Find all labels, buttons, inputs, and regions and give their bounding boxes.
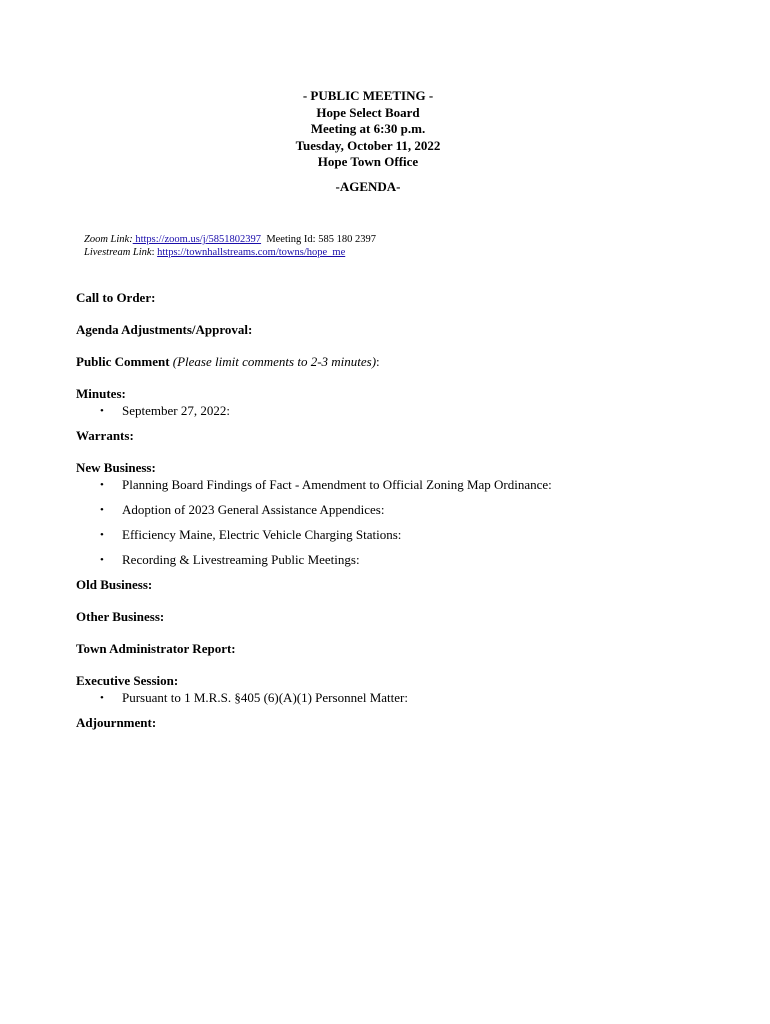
item-heading: Adjournment:	[76, 715, 157, 730]
minutes-list	[76, 403, 736, 419]
list-item	[76, 527, 736, 543]
bullet-icon: •	[100, 504, 104, 516]
meeting-time: Meeting at 6:30 p.m.	[310, 121, 426, 137]
list-item	[76, 552, 736, 568]
item-heading: Minutes:	[76, 386, 126, 401]
livestream-label: Livestream Link	[84, 247, 152, 258]
agenda-item-adjustments	[76, 322, 736, 338]
livestream-link[interactable]: https://townhallstreams.com/towns/hope_me	[157, 247, 346, 258]
new-business-list	[76, 477, 736, 568]
agenda-title: -AGENDA-	[335, 178, 401, 194]
list-item-text: Adoption of 2023 General Assistance Appendices:	[122, 502, 385, 517]
item-heading	[76, 354, 736, 370]
public-comment-colon: :	[376, 354, 380, 369]
bullet-icon: •	[100, 554, 104, 566]
agenda-item-old-business	[76, 577, 736, 593]
item-heading: Warrants:	[76, 428, 134, 443]
agenda-item-warrants	[76, 428, 736, 444]
bullet-icon: •	[100, 405, 104, 417]
agenda-item-adjournment	[76, 715, 736, 731]
bullet-icon: •	[100, 692, 104, 704]
item-heading: Call to Order:	[76, 290, 156, 305]
bullet-icon: •	[100, 529, 104, 541]
list-item	[76, 403, 736, 419]
livestream-colon: :	[151, 247, 155, 258]
agenda-item-town-admin-report	[76, 641, 736, 657]
list-item	[76, 477, 736, 493]
livestream-line	[84, 246, 376, 259]
agenda-item-other-business	[76, 609, 736, 625]
board-name: Hope Select Board	[316, 104, 420, 120]
agenda-item-minutes	[76, 386, 736, 419]
meeting-type: - PUBLIC MEETING -	[302, 88, 434, 103]
item-heading: Executive Session:	[76, 673, 179, 688]
agenda-item-call-to-order	[76, 290, 736, 306]
list-item-text: Efficiency Maine, Electric Vehicle Charging Stations:	[122, 527, 402, 542]
meeting-links	[84, 233, 376, 259]
item-heading: New Business:	[76, 460, 156, 475]
item-heading: Old Business:	[76, 577, 153, 592]
agenda-item-executive-session	[76, 673, 736, 706]
meeting-location: Hope Town Office	[317, 154, 419, 170]
list-item-text: September 27, 2022:	[122, 403, 230, 418]
meeting-id: Meeting Id: 585 180 2397	[266, 234, 376, 245]
item-heading: Other Business:	[76, 609, 165, 624]
zoom-label: Zoom Link:	[84, 234, 133, 245]
meeting-date: Tuesday, October 11, 2022	[295, 137, 441, 153]
agenda-item-public-comment	[76, 354, 736, 370]
public-comment-note: (Please limit comments to 2-3 minutes)	[172, 354, 377, 369]
list-item-text: Pursuant to 1 M.R.S. §405 (6)(A)(1) Personnel Matter:	[122, 690, 408, 705]
list-item-text: Recording & Livestreaming Public Meetings:	[122, 552, 360, 567]
list-item	[76, 690, 736, 706]
executive-session-list	[76, 690, 736, 706]
zoom-line	[84, 233, 376, 246]
agenda-item-new-business	[76, 460, 736, 568]
zoom-link[interactable]: https://zoom.us/j/5851802397	[132, 234, 262, 245]
agenda-items	[76, 290, 736, 731]
list-item-text: Planning Board Findings of Fact - Amendment to Official Zoning Map Ordinance:	[122, 477, 552, 492]
item-heading: Agenda Adjustments/Approval:	[76, 322, 253, 337]
list-item	[76, 502, 736, 518]
bullet-icon: •	[100, 479, 104, 491]
public-comment-label: Public Comment	[76, 354, 170, 369]
meeting-header	[0, 88, 736, 196]
item-heading: Town Administrator Report:	[76, 641, 236, 656]
